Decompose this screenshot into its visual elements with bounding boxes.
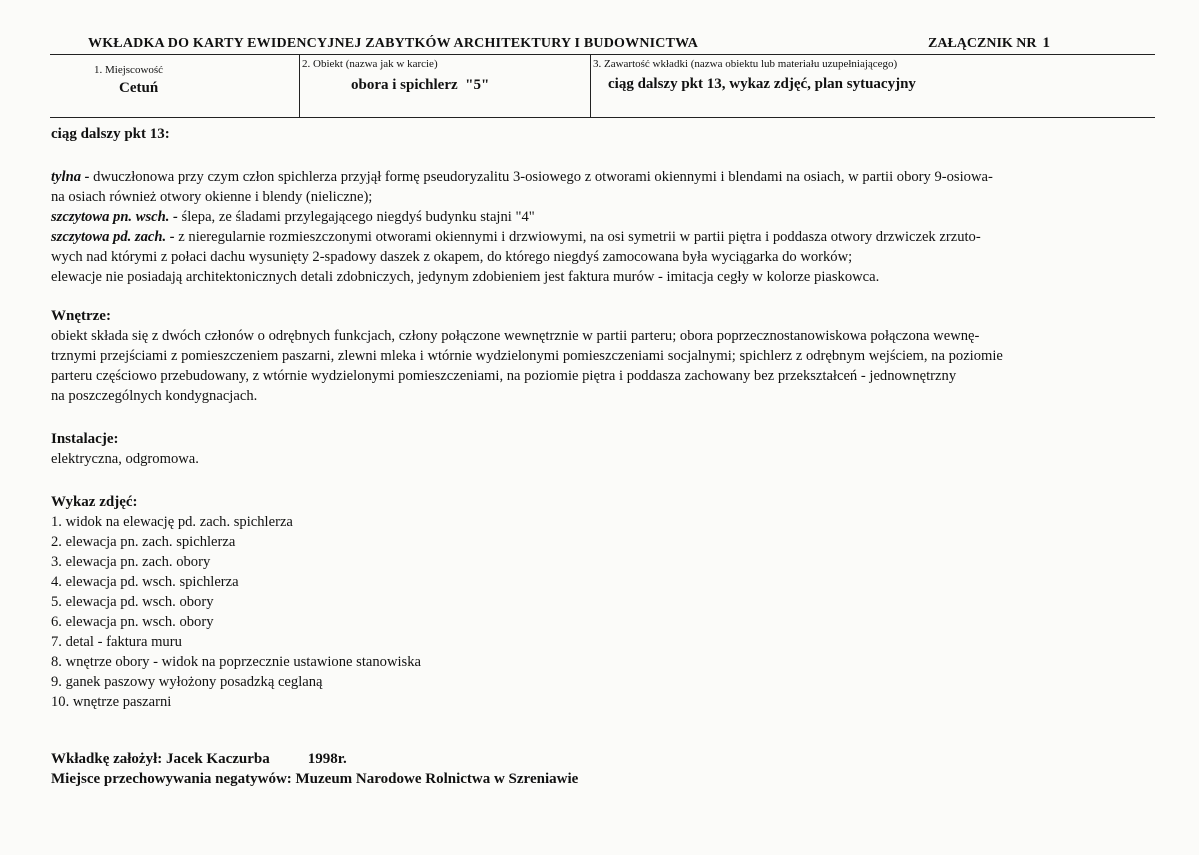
header-rule (50, 54, 1155, 55)
photo-item: 3. elewacja pn. zach. obory (51, 554, 211, 570)
photos-heading: Wykaz zdjęć: (51, 494, 138, 510)
elevation-rear (51, 167, 1151, 187)
storage-line: Miejsce przechowywania negatywów: Muzeum Narodowe Rolnictwa w Szreniawie (51, 771, 579, 787)
photo-item: 7. detal - faktura muru (51, 634, 182, 650)
author-line (51, 749, 1151, 769)
elevation-ne-text: ślepa, ze śladami przylegającego niegdyś budynku stajni "4" (177, 209, 535, 225)
interior-line-4: na poszczególnych kondygnacjach. (51, 388, 258, 404)
installations-text: elektryczna, odgromowa. (51, 451, 199, 467)
photo-item: 1. widok na elewację pd. zach. spichlerza (51, 514, 293, 530)
interior-line-3: parteru częściowo przebudowany, z wtórnie wydzielonymi pomieszczeniami, na poziomie piętra i poddasza zachowany bez przekształceń - jednownętrzny (51, 368, 957, 384)
author: Wkładkę założył: Jacek Kaczurba (51, 751, 270, 767)
elevation-sw-term: szczytowa pd. zach. - (51, 229, 175, 245)
elevation-sw-gable (51, 227, 1151, 247)
elevation-rear-text-1: dwuczłonowa przy czym człon spichlerza przyjął formę pseudoryzalitu 3-osiowego z otworami okiennymi i blendami na osiach, w partii obory 9-osiowa- (89, 169, 993, 185)
elevation-note: elewacje nie posiadają architektonicznych detali zdobniczych, jedynym zdobieniem jest faktura murów - imitacja cegły w kolorze piaskowca. (51, 269, 880, 285)
form-divider-1 (299, 54, 300, 117)
continuation-heading: ciąg dalszy pkt 13: (51, 126, 170, 142)
year: 1998r. (307, 751, 347, 767)
field-content-value: ciąg dalszy pkt 13, wykaz zdjęć, plan sytuacyjny (608, 76, 916, 92)
form-divider-2 (590, 54, 591, 117)
elevation-rear-term: tylna - (51, 169, 90, 185)
field-content-label: 3. Zawartość wkładki (nazwa obiektu lub materiału uzupełniającego) (593, 58, 898, 70)
photo-item: 2. elewacja pn. zach. spichlerza (51, 534, 236, 550)
interior-heading: Wnętrze: (51, 308, 111, 324)
annex-label (928, 35, 1050, 52)
installations-heading: Instalacje: (51, 431, 119, 447)
document-title: WKŁADKA DO KARTY EWIDENCYJNEJ ZABYTKÓW ARCHITEKTURY I BUDOWNICTWA (88, 36, 699, 51)
photo-item: 8. wnętrze obory - widok na poprzecznie ustawione stanowiska (51, 654, 421, 670)
document-body (51, 124, 1151, 789)
annex-label-text: ZAŁĄCZNIK NR (928, 36, 1037, 51)
interior-line-1: obiekt składa się z dwóch członów o odrębnych funkcjach, człony połączone wewnętrznie w partii parteru; obora poprzecznostanowiskowa połączona wewnę- (51, 328, 980, 344)
elevation-ne-gable (51, 207, 1151, 227)
photo-item: 9. ganek paszowy wyłożony posadzką ceglaną (51, 674, 323, 690)
photo-item: 10. wnętrze paszarni (51, 694, 172, 710)
interior-line-2: trznymi przejściami z pomieszczeniem paszarni, zlewni mleka i wtórnie wydzielonymi pomieszczeniami socjalnymi; spichlerz z odrębnym wejściem, na poziomie (51, 348, 1003, 364)
photo-item: 4. elewacja pd. wsch. spichlerza (51, 574, 239, 590)
field-locality-label: 1. Miejscowość (94, 64, 164, 76)
field-object-label: 2. Obiekt (nazwa jak w karcie) (302, 58, 438, 70)
elevation-sw-text-1: z nieregularnie rozmieszczonymi otworami okiennymi i drzwiowymi, na osi symetrii w partii piętra i poddasza otwory drzwiczek zrzuto- (174, 229, 981, 245)
annex-number: 1 (1042, 35, 1051, 51)
field-locality-value: Cetuń (119, 80, 159, 96)
elevation-rear-cont: na osiach również otwory okienne i blendy (nieliczne); (51, 189, 373, 205)
elevation-sw-cont: wych nad którymi z połaci dachu wysunięty 2-spadowy daszek z okapem, do którego niegdyś zamocowana była wyciągarka do worków; (51, 249, 853, 265)
form-bottom-rule (50, 117, 1155, 118)
elevation-ne-term: szczytowa pn. wsch. - (51, 209, 178, 225)
photo-item: 6. elewacja pn. wsch. obory (51, 614, 214, 630)
photo-item: 5. elewacja pd. wsch. obory (51, 594, 214, 610)
field-object-value: obora i spichlerz "5" (351, 77, 490, 93)
